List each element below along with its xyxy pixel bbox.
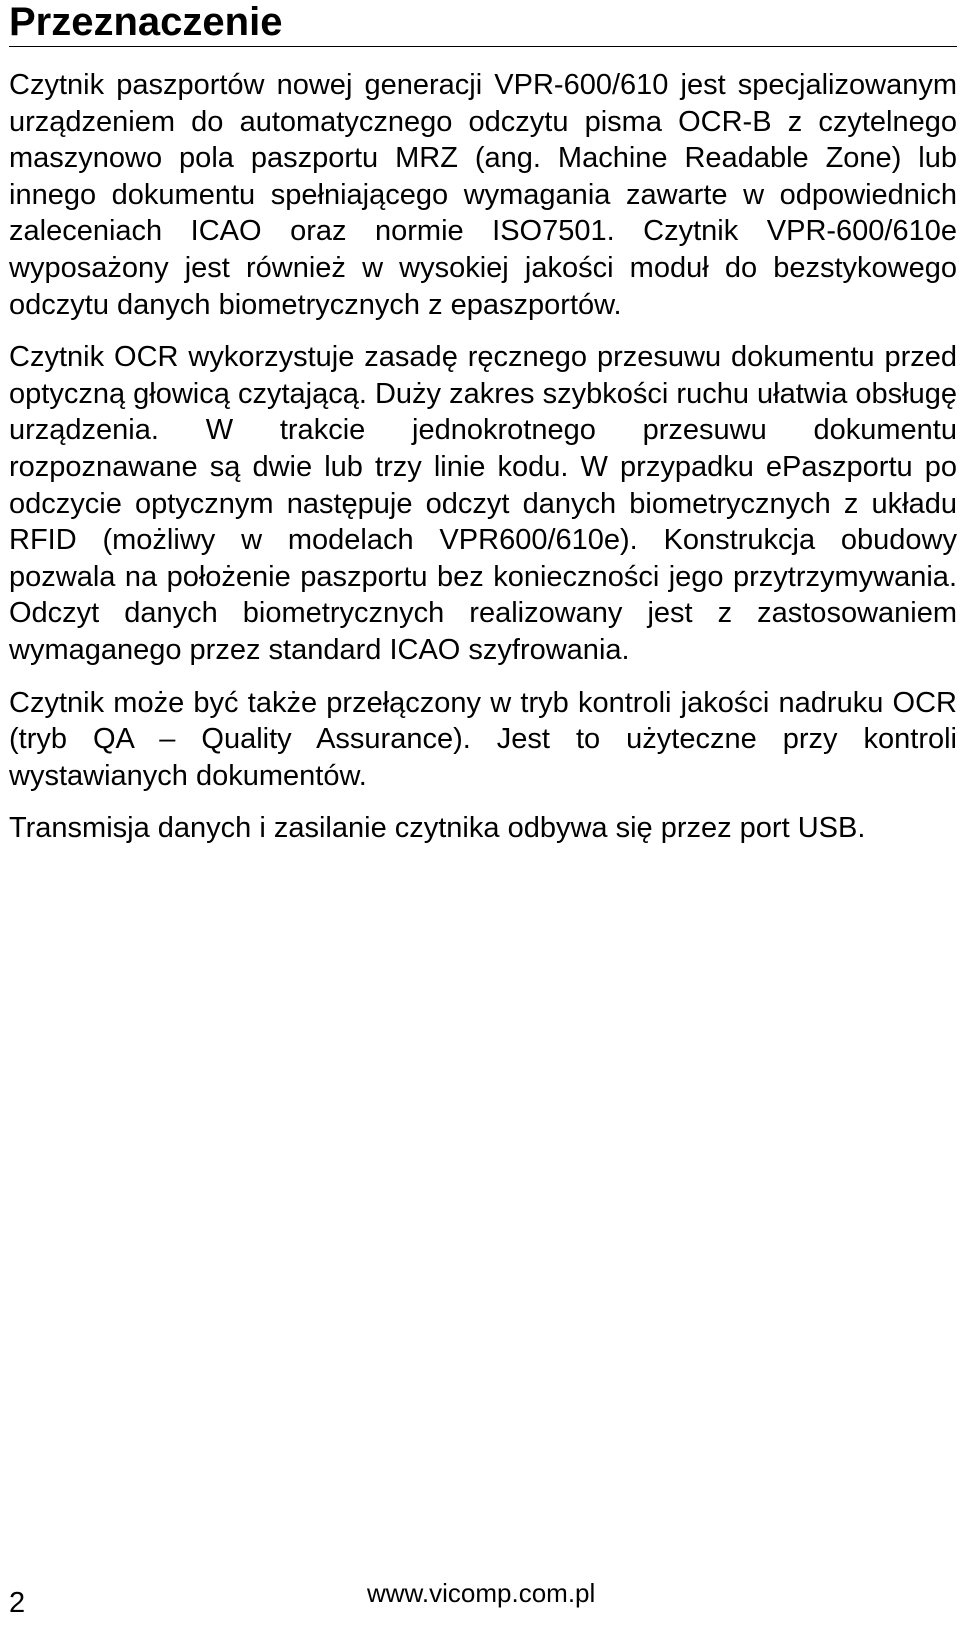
page-footer <box>9 1578 957 1618</box>
page-number: 2 <box>9 1587 26 1619</box>
paragraph-purpose: Czytnik paszportów nowej generacji VPR-600/610 jest specjalizowanym urządzeniem do automatycznego odczytu pisma OCR-B z czytelnego maszynowo pola paszportu MRZ (ang. Machine Readable Zone) lub innego dokumentu spełniającego wymagania zawarte w odpowiednich zaleceniach ICAO oraz normie ISO7501. Czytnik VPR-600/610e wyposażony jest również w wysokiej jakości moduł do bezstykowego odczytu danych biometrycznych z epaszportów. <box>9 69 957 321</box>
paragraph-ocr-operation: Czytnik OCR wykorzystuje zasadę ręcznego przesuwu dokumentu przed optyczną głowicą czytającą. Duży zakres szybkości ruchu ułatwia obsługę urządzenia. W trakcie jednokrotnego przesuwu dokumentu rozpoznawane są dwie lub trzy linie kodu. W przypadku ePaszportu po odczycie optycznym następuje odczyt danych biometrycznych z układu RFID (możliwy w modelach VPR600/610e). Konstrukcja obudowy pozwala na położenie paszportu bez konieczności jego przytrzymywania. Odczyt danych biometrycznych realizowany jest z zastosowaniem wymaganego przez standard ICAO szyfrowania. <box>9 341 957 666</box>
document-page <box>9 0 957 1629</box>
paragraph-qa-mode: Czytnik może być także przełączony w tryb kontroli jakości nadruku OCR (tryb QA – Quality Assurance). Jest to użyteczne przy kontroli wystawianych dokumentów. <box>9 686 957 792</box>
body-text <box>9 67 957 847</box>
paragraph-usb: Transmisja danych i zasilanie czytnika odbywa się przez port USB. <box>9 812 866 845</box>
footer-website: www.vicomp.com.pl <box>367 1578 596 1608</box>
section-heading: Przeznaczenie <box>9 0 957 47</box>
